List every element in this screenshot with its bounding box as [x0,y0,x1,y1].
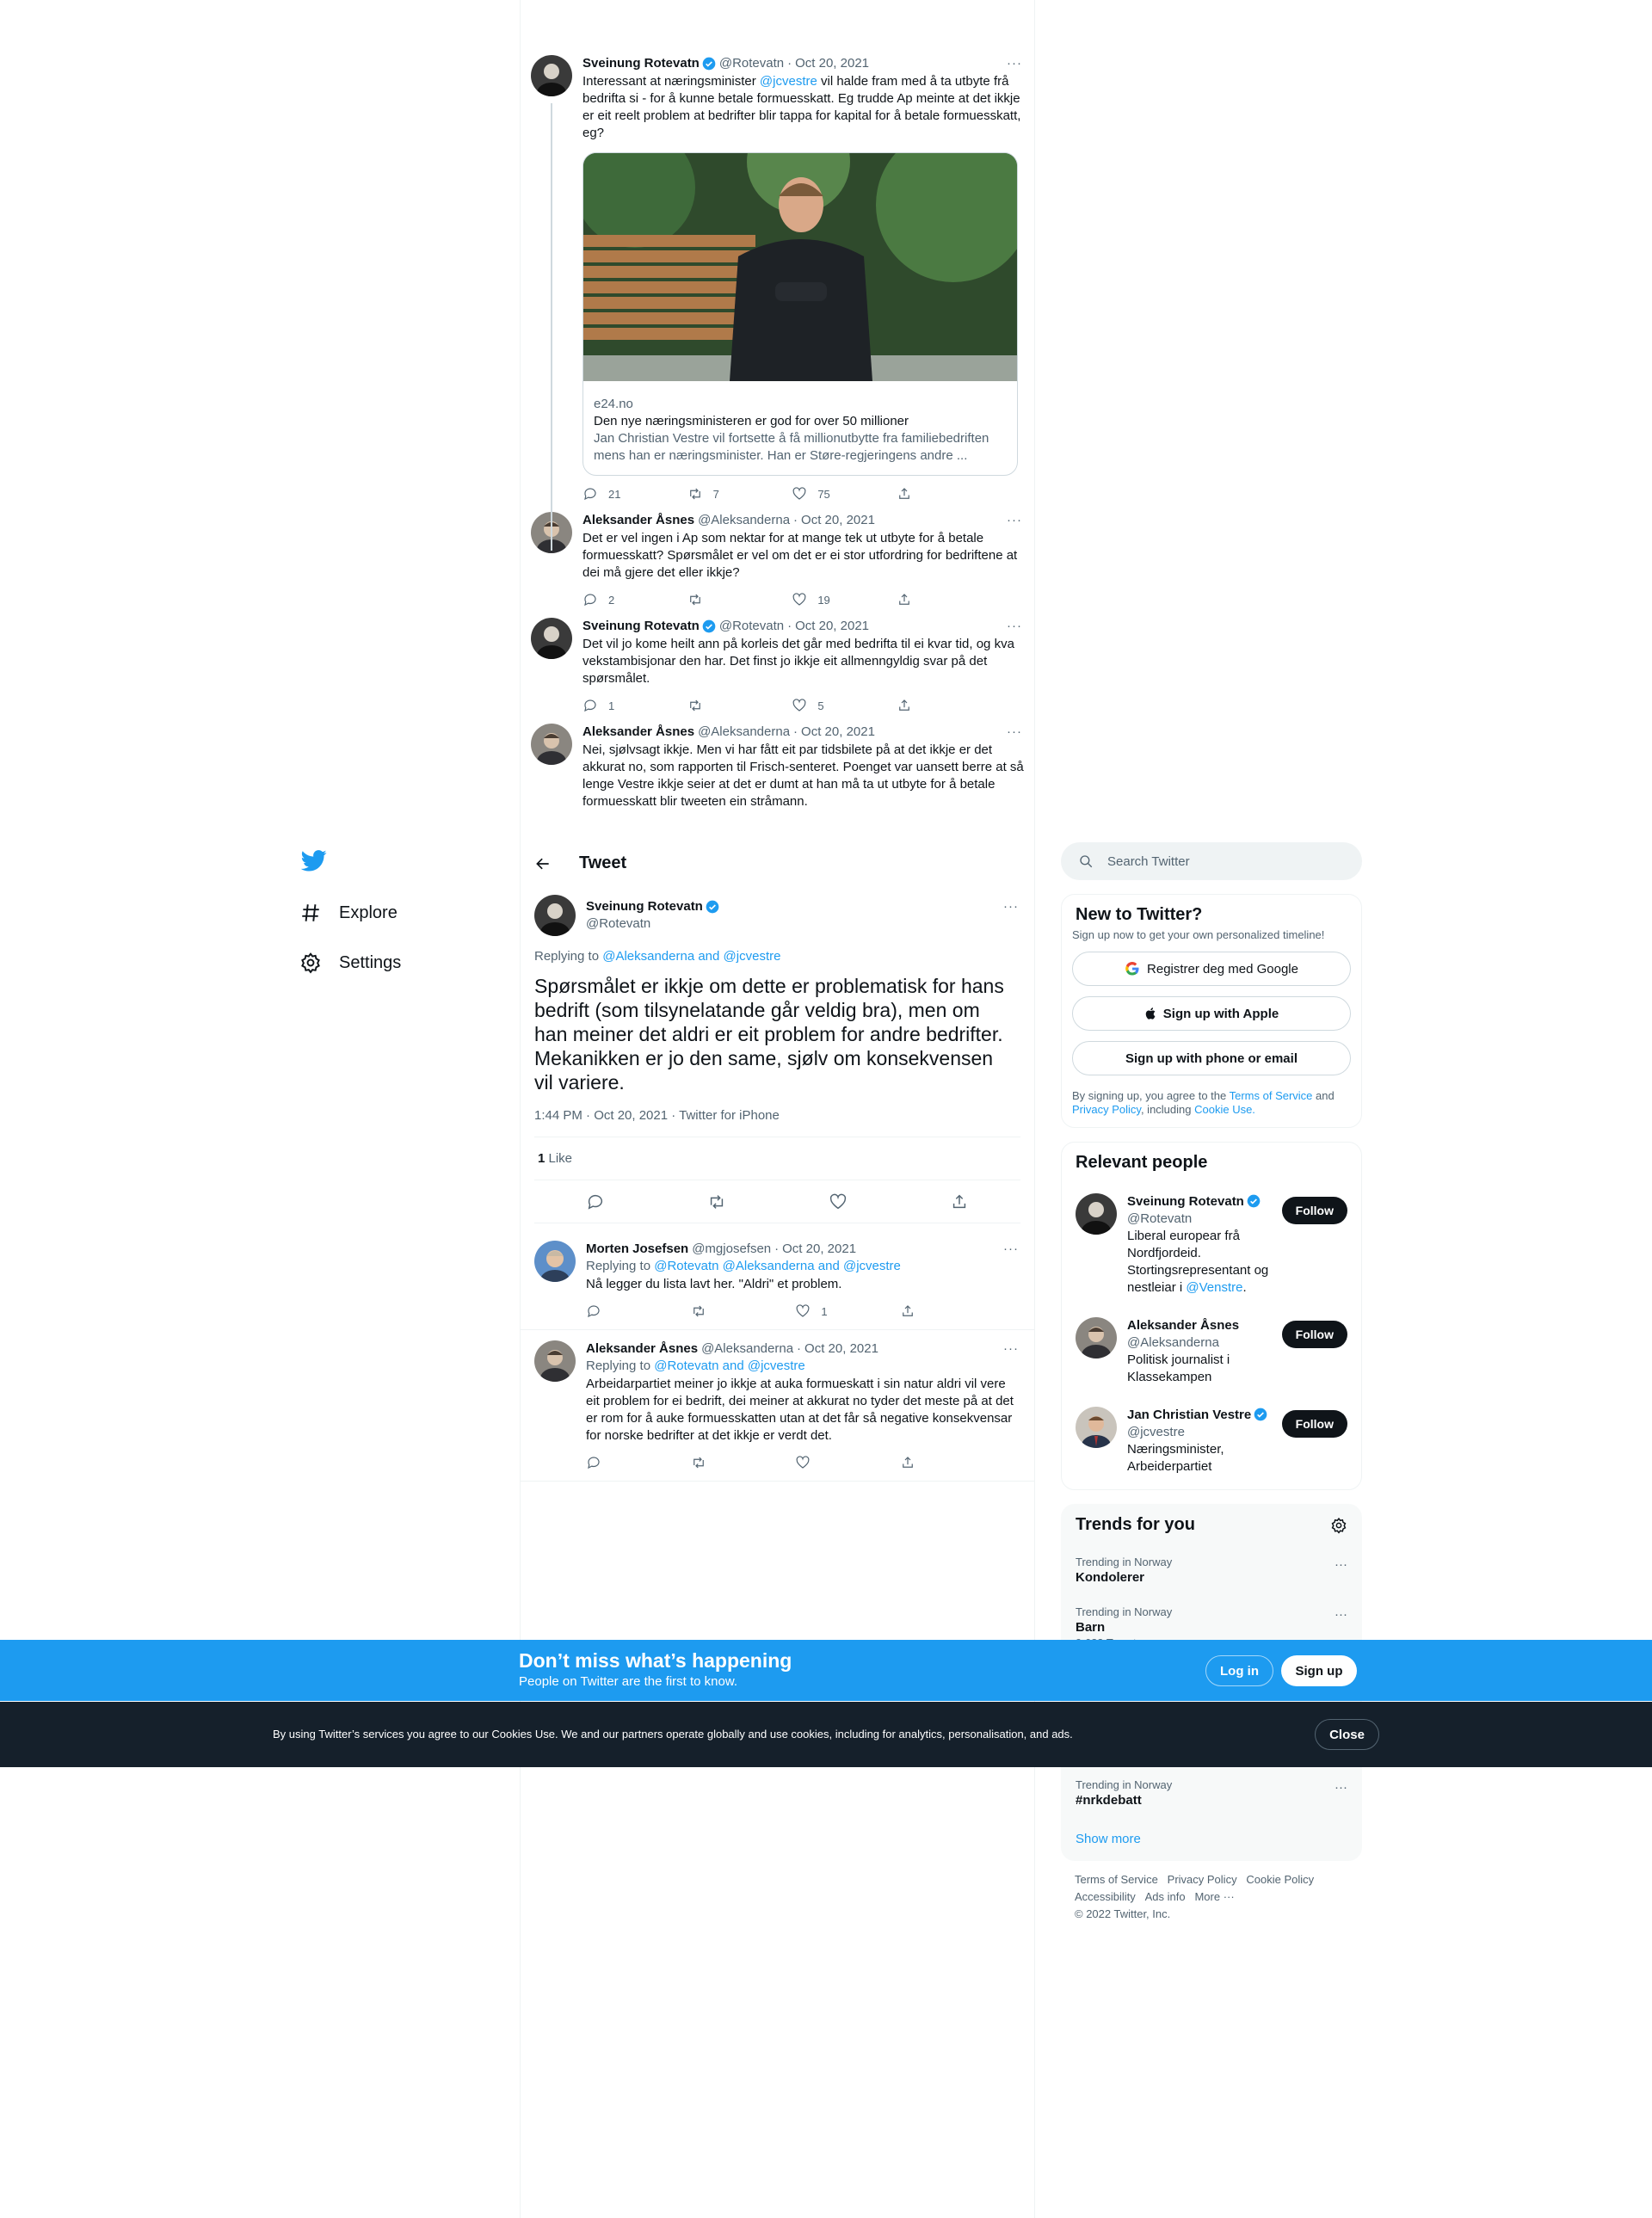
google-icon [1125,961,1140,977]
heart-icon[interactable] [829,1192,848,1211]
tweet-date[interactable]: Oct 20, 2021 [804,1341,878,1356]
footer-copyright: © 2022 Twitter, Inc. [1075,1907,1171,1920]
avatar[interactable] [1076,1407,1117,1448]
person-bio: Næringsminister, Arbeiderpartiet [1127,1442,1224,1474]
heart-icon [795,1455,811,1470]
reply-icon [586,1303,601,1319]
replying-to: Replying to @Rotevatn @Aleksanderna and @jcvestre [586,1259,901,1273]
verified-icon [702,57,716,71]
reply-icon [583,698,598,713]
footer-more[interactable]: More ··· [1194,1890,1235,1903]
more-icon[interactable]: ··· [1007,56,1022,71]
share-icon [897,486,912,502]
trends-title: Trends for you [1076,1515,1195,1534]
person-handle[interactable]: @jcvestre [1127,1425,1185,1439]
verified-icon [1247,1194,1261,1208]
tweet-text: Arbeidarpartiet meiner jo ikkje at auka formueskatt i sin natur aldri vil vere eit problem for ei bedrift, dei meiner at akkurat no tyder det meste på at det er rom for å auke formuesskatten utan at det får så negative konsekvensar for norske bedrifter at det ikkje er verdt det. [586,1377,1014,1443]
more-icon[interactable]: ··· [1007,619,1022,633]
author-name[interactable]: Aleksander Åsnes [583,513,695,527]
person-bio: Liberal europear frå Nordfjordeid. Stortingsrepresentant og nestleiar i @Venstre. [1127,1229,1269,1295]
verified-icon [1254,1408,1267,1421]
share-button[interactable] [897,698,948,713]
signup-legal: By signing up, you agree to the Terms of Service and Privacy Policy, including Cookie Use. [1072,1089,1335,1116]
gear-icon[interactable] [1330,1517,1347,1534]
bio-link[interactable]: @Venstre [1186,1280,1243,1295]
tweet-text: Det vil jo kome heilt ann på korleis det går med bedrifta til ei kvar tid, og kva vekstambisjonar den har. Det finst jo ikkje eit allmenngyldig svar på det spørsmålet. [583,637,1014,686]
reply-button[interactable] [586,1303,638,1319]
signup-button[interactable]: Sign up [1281,1655,1357,1686]
person-name[interactable]: Aleksander Åsnes [1127,1318,1240,1333]
author-handle[interactable]: @Rotevatn [586,916,651,931]
retweet-icon [687,698,703,713]
avatar[interactable] [531,55,572,96]
thread-ancestors [521,55,1034,841]
nav-explore-label: Explore [339,903,398,922]
card-description: Jan Christian Vestre vil fortsette å få millionutbytte fra familiebedriften mens han er næringsminister. Han er Støre-regjeringens andre ... [594,431,989,463]
reply-icon [583,592,598,607]
banner-title: Don’t miss what’s happening [519,1649,792,1672]
search-input[interactable] [1061,842,1362,880]
cookie-close-button[interactable]: Close [1315,1719,1379,1750]
retweet-icon[interactable] [707,1192,726,1211]
tweet-date[interactable]: Oct 20, 2021 [801,513,875,527]
apple-icon [1144,1006,1158,1021]
reply-button[interactable]: 2 [583,592,634,607]
tweet-date[interactable]: Oct 20, 2021 [801,724,875,739]
main-actions [534,1180,1020,1223]
like-button[interactable]: 19 [792,592,843,607]
reply-icon [586,1455,601,1470]
tweet-actions [583,592,948,607]
author-name[interactable]: Aleksander Åsnes [583,724,695,739]
like-button[interactable]: 75 [792,486,843,502]
tweet[interactable]: Aleksander Åsnes @Aleksanderna · Oct 20, 2021 ··· Det er vel ingen i Ap som nektar for at mange tek ut utbyte for å betale formuesskatt? Spørsmålet er vel om det er ei stor utfordring for bedriftene at dei må gjere det eller ikkje? 2 19 [521,502,1034,607]
author-name[interactable]: Aleksander Åsnes [586,1341,699,1356]
replying-to-links[interactable]: @Aleksanderna and @jcvestre [602,949,781,964]
share-icon [900,1303,915,1319]
cookie-text: By using Twitter’s services you agree to our Cookies Use. We and our partners operate globally and use cookies, including for analytics, personalisation, and ads. [273,1728,1073,1741]
reply-button[interactable] [586,1455,638,1470]
person-card[interactable] [1062,1396,1361,1486]
nav-settings[interactable] [299,941,401,984]
twitter-logo-icon[interactable] [301,847,327,873]
heart-icon [792,592,807,607]
back-arrow-icon[interactable] [534,855,552,872]
retweet-button[interactable] [691,1303,743,1319]
tweet-date[interactable]: Oct 20, 2021 [795,56,870,71]
more-icon[interactable]: ··· [1335,1557,1347,1572]
more-icon[interactable]: ··· [1007,724,1022,739]
signup-title: New to Twitter? [1076,905,1203,924]
card-title: Den nye næringsministeren er god for over 50 millioner [594,414,909,428]
tweet-date[interactable]: Oct 20, 2021 [795,619,870,633]
tweet-page-header [521,841,1034,886]
heart-icon [792,486,807,502]
banner-subtitle: People on Twitter are the first to know. [519,1674,738,1689]
heart-icon [792,698,807,713]
retweet-button[interactable] [691,1455,743,1470]
relevant-people-box [1061,1142,1362,1490]
footer-ads[interactable]: Ads info [1144,1890,1186,1903]
tweet-text: Nei, sjølvsagt ikkje. Men vi har fått eit par tidsbilete på at det ikkje er det akkurat no, som rapporten til Frisch-senteret. Poenget var uansett berre at så lenge Vestre ikkje seier at det er dumt at han må ta ut utbyte for å betale formuesskatt blir tweeten ein stråmann. [583,742,1024,809]
author-handle[interactable]: @Rotevatn [718,56,785,71]
avatar[interactable] [534,1340,576,1382]
main-tweet-text: Spørsmålet er ikkje om dette er problematisk for hans bedrift (som tilsynelatande går veldig bra), men om han meiner det aldri er eit problem for andre bedrifter. Mekanikken er jo den same, sjølv om konsekvensen vil variere. [534,975,1004,1094]
share-icon [897,698,912,713]
thread-line [551,103,552,551]
card-domain: e24.no [594,397,633,411]
share-icon [900,1455,915,1470]
footer-accessibility[interactable]: Accessibility [1075,1890,1136,1903]
author-name[interactable]: Sveinung Rotevatn [586,899,703,914]
person-handle[interactable]: @Rotevatn [1127,1211,1193,1226]
follow-button[interactable]: Follow [1282,1410,1347,1438]
reply-icon [583,486,598,502]
more-icon[interactable]: ··· [1003,1341,1019,1356]
person-handle[interactable]: @Aleksanderna [1127,1335,1219,1350]
avatar[interactable] [1076,1317,1117,1359]
nav-settings-label: Settings [339,952,402,972]
replying-to: Replying to @Aleksanderna and @jcvestre [534,949,781,964]
privacy-link[interactable]: Privacy Policy [1072,1103,1141,1116]
signup-subtitle: Sign up now to get your own personalized timeline! [1072,928,1325,941]
replying-to-links[interactable]: @Rotevatn and @jcvestre [654,1359,805,1373]
author-name[interactable]: Sveinung Rotevatn [583,56,700,71]
mention-link[interactable]: @jcvestre [759,74,817,89]
avatar[interactable] [531,618,572,659]
retweet-button[interactable]: 7 [687,486,739,502]
trend-item[interactable]: Trending in Norway #nrkdebatt ··· [1076,1778,1347,1808]
apple-signup-button[interactable]: Sign up with Apple [1072,996,1351,1031]
share-button[interactable] [900,1303,952,1319]
page-title: Tweet [579,853,627,872]
main-tweet [521,886,1034,1223]
retweet-icon [687,592,703,607]
replying-to-links[interactable]: @Rotevatn @Aleksanderna and @jcvestre [654,1259,901,1273]
link-card[interactable] [583,152,1018,476]
login-button[interactable]: Log in [1205,1655,1273,1686]
tweet-actions [586,1303,952,1319]
terms-link[interactable]: Terms of Service [1229,1089,1313,1102]
reply-tweet[interactable]: Aleksander Åsnes @Aleksanderna · Oct 20, 2021 ··· Replying to @Rotevatn and @jcvestre Arbeidarpartiet meiner jo ikkje at auka formueskatt i sin natur aldri vil vere eit problem for ei bedrift, dei meiner at akkurat no tyder det meste på at det er rom for å auke formuesskatten utan at det får så negative konsekvensar for norske bedrifter at det ikkje er verdt det. [521,1330,1034,1482]
footer-cookie[interactable]: Cookie Policy [1246,1873,1315,1886]
signup-banner [0,1640,1652,1701]
verified-icon [706,900,719,914]
share-icon [897,592,912,607]
more-icon[interactable]: ··· [1007,513,1022,527]
tweet-text: Interessant at næringsminister @jcvestre vil halde fram med å ta utbyte frå bedrifta si - for å kunne betale formuesskatt. Eg trudde Ap meinte at det ikkje er eit reelt problem at bedrifter blir tappa for kapital for å betale formuesskatt, eg? [583,74,1021,140]
likes-count[interactable]: 1 Like [534,1137,1020,1180]
more-icon[interactable]: ··· [1003,899,1019,914]
reply-button[interactable]: 21 [583,486,634,502]
share-button[interactable] [897,486,948,502]
author-handle[interactable]: @mgjosefsen [692,1241,772,1256]
show-more-link[interactable]: Show more [1076,1832,1141,1846]
person-card[interactable] [1062,1183,1361,1307]
footer-terms[interactable]: Terms of Service [1075,1873,1158,1886]
tweet-timestamp[interactable]: 1:44 PM · Oct 20, 2021 · Twitter for iPhone [534,1108,1020,1137]
person-name[interactable]: Jan Christian Vestre [1127,1408,1252,1422]
verified-icon [702,619,716,633]
trend-item[interactable]: Trending in Norway Kondolerer ··· [1076,1556,1347,1585]
right-column [1061,842,1362,1933]
replies-list [521,1230,1034,1482]
tweet[interactable]: Sveinung Rotevatn @Rotevatn · Oct 20, 2021 ··· Det vil jo kome heilt ann på korleis det går med bedrifta til ei kvar tid, og kva vekstambisjonar den har. Det finst jo ikkje eit allmenngyldig svar på det spørsmålet. 1 5 [521,607,1034,713]
like-button[interactable] [795,1455,847,1470]
avatar[interactable] [534,1241,576,1282]
author-handle[interactable]: @Rotevatn [718,619,785,633]
signup-box [1061,894,1362,1128]
person-name[interactable]: Sveinung Rotevatn [1127,1194,1244,1209]
tweet-actions [583,698,948,713]
tweet-actions [586,1455,952,1470]
follow-button[interactable]: Follow [1282,1197,1347,1224]
cookie-use-link[interactable]: Cookie Use. [1194,1103,1255,1116]
nav-explore[interactable] [299,891,401,934]
heart-icon [795,1303,811,1319]
share-button[interactable] [900,1455,952,1470]
like-button[interactable]: 5 [792,698,843,713]
relevant-people-title: Relevant people [1076,1153,1208,1172]
person-card[interactable] [1062,1307,1361,1396]
footer-privacy[interactable]: Privacy Policy [1167,1873,1237,1886]
retweet-icon [687,486,703,502]
google-signup-button[interactable]: Registrer deg med Google [1072,952,1351,986]
author-handle[interactable]: @Aleksanderna [698,724,791,739]
retweet-icon [691,1455,706,1470]
avatar[interactable] [1076,1193,1117,1235]
left-nav [299,847,401,984]
phone-email-signup-button[interactable]: Sign up with phone or email [1072,1041,1351,1075]
tweet-text: Nå legger du lista lavt her. "Aldri" et problem. [586,1277,842,1291]
avatar[interactable] [534,895,576,936]
retweet-button[interactable] [687,592,739,607]
gear-icon [299,952,322,974]
avatar[interactable] [531,724,572,765]
search-placeholder: Search Twitter [1107,853,1190,869]
hashtag-icon [299,902,322,924]
tweet[interactable]: Sveinung Rotevatn @Rotevatn · Oct 20, 2021 ··· Interessant at næringsminister @jcvestre vil halde fram med å ta utbyte frå bedrifta si - for å kunne betale formuesskatt. Eg trudde Ap meinte at det ikkje er eit reelt problem at bedrifter blir tappa for kapital for å betale formuesskatt, eg? e24.no Den nye næringsministeren er god for over 50 millioner Jan Christian Vestre vil fortsette å få millionutbytte fra familiebedriften mens han er næringsminister. Han er Støre-regjeringens andre ... 21 7 75 [521,55,1034,502]
share-icon[interactable] [950,1192,969,1211]
tweet[interactable]: Aleksander Åsnes @Aleksanderna · Oct 20, 2021 ··· Nei, sjølvsagt ikkje. Men vi har fått eit par tidsbilete på at det ikkje er det akkurat no, som rapporten til Frisch-senteret. Poenget var uansett berre at så lenge Vestre ikkje seier at det er dumt at han må ta ut utbyte for å betale formuesskatt blir tweeten ein stråmann. [521,713,1034,810]
column-divider-right [1034,0,1035,2218]
author-name[interactable]: Sveinung Rotevatn [583,619,700,633]
tweet-actions [583,486,948,502]
reply-button[interactable]: 1 [583,698,634,713]
like-button[interactable]: 1 [795,1303,847,1319]
author-handle[interactable]: @Aleksanderna [701,1341,794,1356]
footer-links [1061,1861,1362,1933]
card-image [583,153,1018,381]
more-icon[interactable]: ··· [1335,1607,1347,1622]
tweet-date[interactable]: Oct 20, 2021 [782,1241,857,1256]
retweet-icon [691,1303,706,1319]
trend-item[interactable]: Trending in Norway Barn ··· [1076,1605,1347,1635]
replying-to: Replying to @Rotevatn and @jcvestre [586,1359,805,1373]
person-bio: Politisk journalist i Klassekampen [1127,1352,1230,1384]
reply-icon[interactable] [586,1192,605,1211]
author-handle[interactable]: @Aleksanderna [698,513,791,527]
more-icon[interactable]: ··· [1003,1241,1019,1256]
cookie-consent-bar [0,1702,1652,1767]
search-icon [1078,853,1094,869]
more-icon[interactable]: ··· [1335,1780,1347,1795]
author-name[interactable]: Morten Josefsen [586,1241,689,1256]
tweet-text: Det er vel ingen i Ap som nektar for at mange tek ut utbyte for å betale formuesskatt? Spørsmålet er vel om det er ei stor utfordring for bedriftene at dei må gjere det eller ikkje? [583,531,1018,580]
share-button[interactable] [897,592,948,607]
reply-tweet[interactable]: Morten Josefsen @mgjosefsen · Oct 20, 2021 ··· Replying to @Rotevatn @Aleksanderna and @jcvestre Nå legger du lista lavt her. "Aldri" et problem. 1 [521,1230,1034,1330]
follow-button[interactable]: Follow [1282,1321,1347,1348]
retweet-button[interactable] [687,698,739,713]
